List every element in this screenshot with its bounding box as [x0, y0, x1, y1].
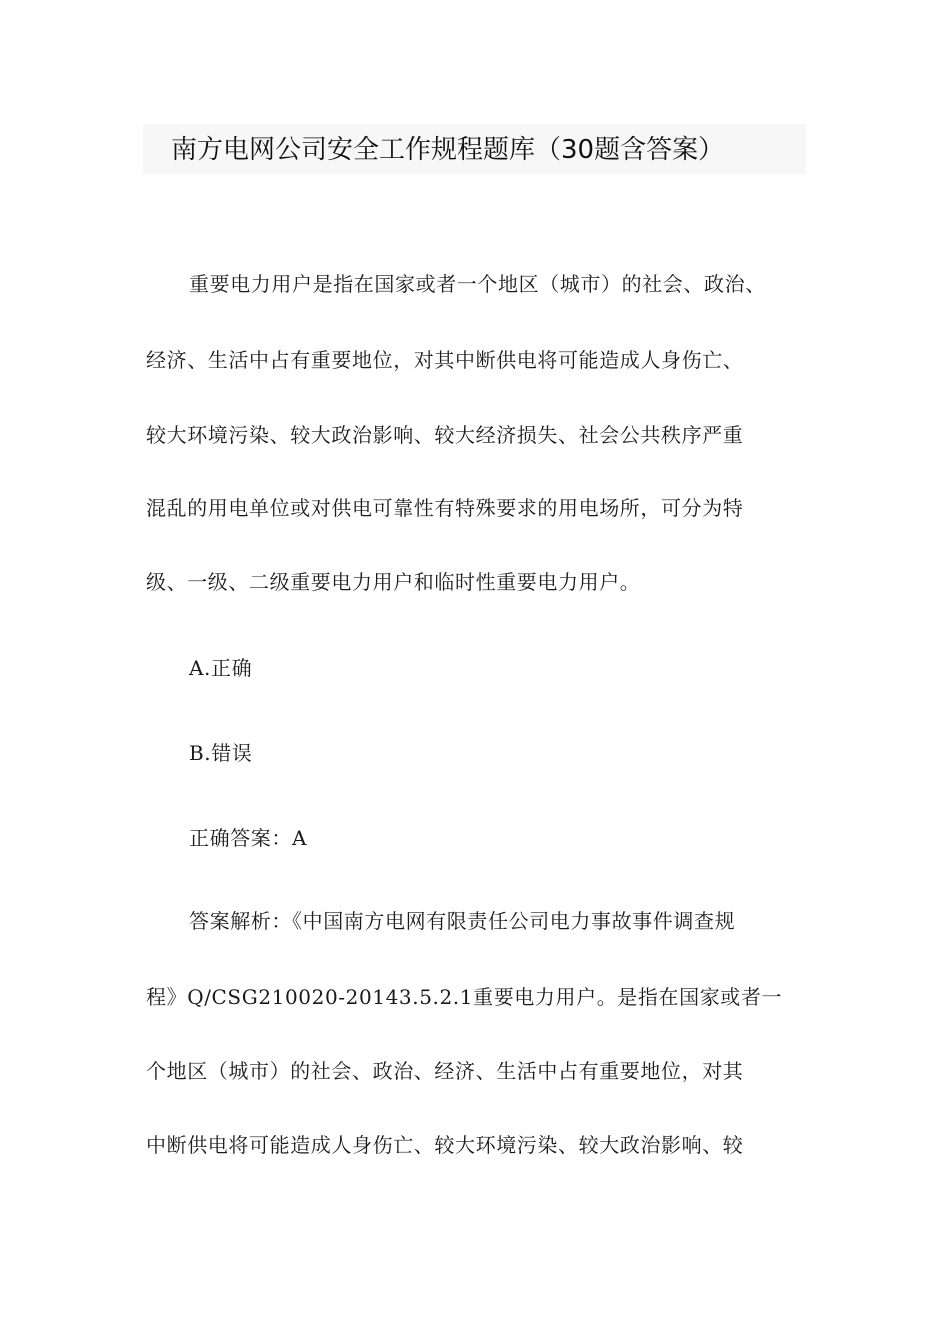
option-b: B.错误 — [189, 741, 253, 765]
question-line: 重要电力用户是指在国家或者一个地区（城市）的社会、政治、 — [189, 272, 766, 296]
document-title: 南方电网公司安全工作规程题库（30题含答案） — [171, 135, 725, 165]
question-line: 较大环境污染、较大政治影响、较大经济损失、社会公共秩序严重 — [146, 423, 744, 447]
question-line: 经济、生活中占有重要地位，对其中断供电将可能造成人身伤亡、 — [146, 348, 744, 372]
analysis-line: 答案解析：《中国南方电网有限责任公司电力事故事件调查规 — [189, 909, 736, 933]
analysis-line: 个地区（城市）的社会、政治、经济、生活中占有重要地位，对其 — [146, 1059, 744, 1083]
analysis-line: 中断供电将可能造成人身伤亡、较大环境污染、较大政治影响、较 — [146, 1133, 744, 1157]
correct-answer: 正确答案：A — [189, 826, 308, 850]
question-line: 级、一级、二级重要电力用户和临时性重要电力用户。 — [146, 570, 641, 594]
question-line: 混乱的用电单位或对供电可靠性有特殊要求的用电场所，可分为特 — [146, 496, 744, 520]
option-a: A.正确 — [189, 656, 253, 680]
analysis-line: 程》Q/CSG210020-20143.5.2.1重要电力用户。是指在国家或者一 — [146, 985, 783, 1009]
